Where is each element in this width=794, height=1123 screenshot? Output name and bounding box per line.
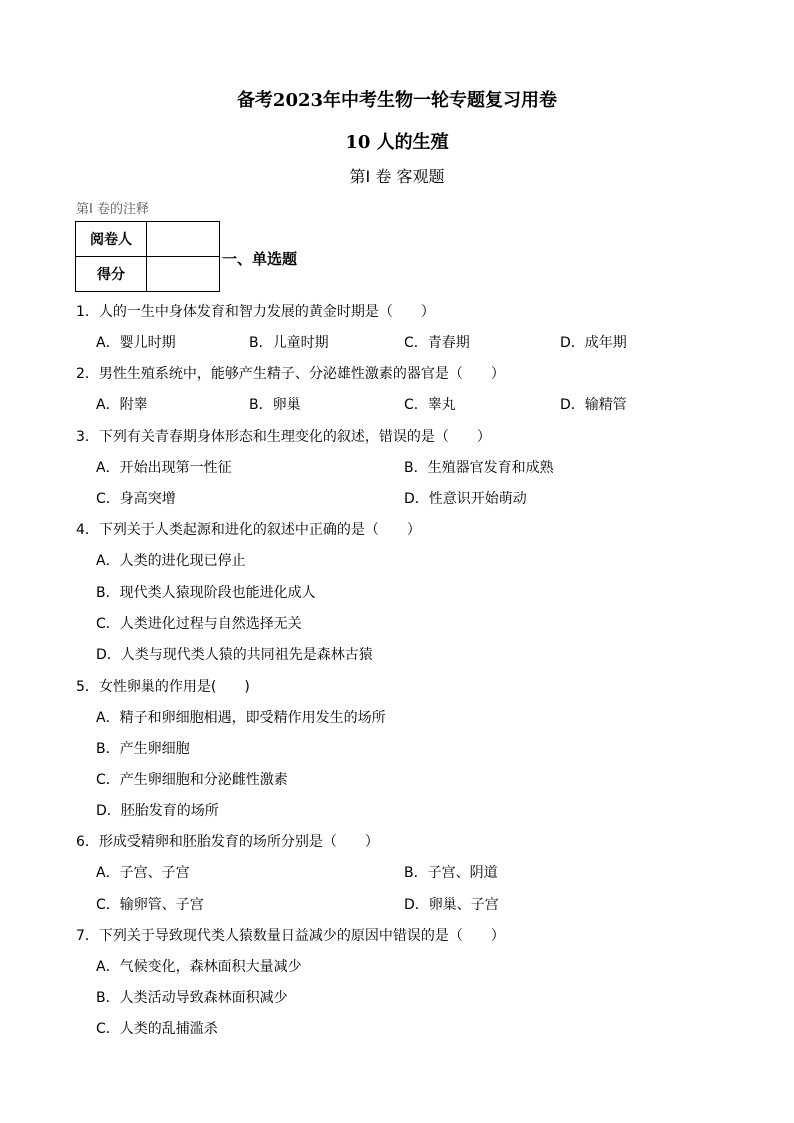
option: D．成年期 xyxy=(560,335,627,351)
option: A．婴儿时期 xyxy=(96,335,176,351)
part-note: 第Ⅰ 卷的注释 xyxy=(76,202,149,217)
option: A．气候变化，森林面积大量减少 xyxy=(96,959,302,975)
option: C．输卵管、子宫 xyxy=(96,897,204,913)
option: D．胚胎发育的场所 xyxy=(96,803,219,819)
score-label: 得分 xyxy=(76,257,147,292)
option: C．睾丸 xyxy=(404,397,456,413)
reviewer-value xyxy=(147,222,220,257)
reviewer-label: 阅卷人 xyxy=(76,222,147,257)
option: B．现代类人猿现阶段也能进化成人 xyxy=(96,585,316,601)
question-stem: 5．女性卵巢的作用是( ) xyxy=(76,679,250,695)
option: A．精子和卵细胞相遇，即受精作用发生的场所 xyxy=(96,710,386,726)
question-stem: 3．下列有关青春期身体形态和生理变化的叙述，错误的是（ ） xyxy=(76,429,491,445)
option: B．子宫、阴道 xyxy=(404,865,498,881)
option: D．卵巢、子宫 xyxy=(404,897,499,913)
option: C．人类进化过程与自然选择无关 xyxy=(96,616,302,632)
question-stem: 6．形成受精卵和胚胎发育的场所分别是（ ） xyxy=(76,834,379,850)
option: C．青春期 xyxy=(404,335,470,351)
option: B．卵巢 xyxy=(249,397,301,413)
exam-subtitle: 10 人的生殖 xyxy=(345,132,449,153)
option: C．身高突增 xyxy=(96,491,176,507)
grader-table xyxy=(75,221,220,292)
option: A．附睾 xyxy=(96,397,148,413)
question-stem: 1．人的一生中身体发育和智力发展的黄金时期是（ ） xyxy=(76,304,435,320)
option: B．儿童时期 xyxy=(249,335,329,351)
option: B．产生卵细胞 xyxy=(96,741,190,757)
question-stem: 2．男性生殖系统中，能够产生精子、分泌雄性激素的器官是（ ） xyxy=(76,366,505,382)
option: D．性意识开始萌动 xyxy=(404,491,527,507)
question-stem: 4．下列关于人类起源和进化的叙述中正确的是（ ） xyxy=(76,522,421,538)
option: C．产生卵细胞和分泌雌性激素 xyxy=(96,772,288,788)
option: B．人类活动导致森林面积减少 xyxy=(96,990,288,1006)
question-stem: 7．下列关于导致现代类人猿数量日益减少的原因中错误的是（ ） xyxy=(76,928,505,944)
option: D．输精管 xyxy=(560,397,627,413)
option: B．生殖器官发育和成熟 xyxy=(404,460,554,476)
option: A．子宫、子宫 xyxy=(96,865,190,881)
part-heading: 第Ⅰ 卷 客观题 xyxy=(349,167,445,186)
option: D．人类与现代类人猿的共同祖先是森林古猿 xyxy=(96,647,373,663)
score-value xyxy=(147,257,220,292)
option: C．人类的乱捕滥杀 xyxy=(96,1021,218,1037)
option: A．开始出现第一性征 xyxy=(96,460,232,476)
exam-title: 备考2023年中考生物一轮专题复习用卷 xyxy=(236,90,558,111)
section-title: 一、单选题 xyxy=(222,250,298,268)
option: A．人类的进化现已停止 xyxy=(96,553,246,569)
